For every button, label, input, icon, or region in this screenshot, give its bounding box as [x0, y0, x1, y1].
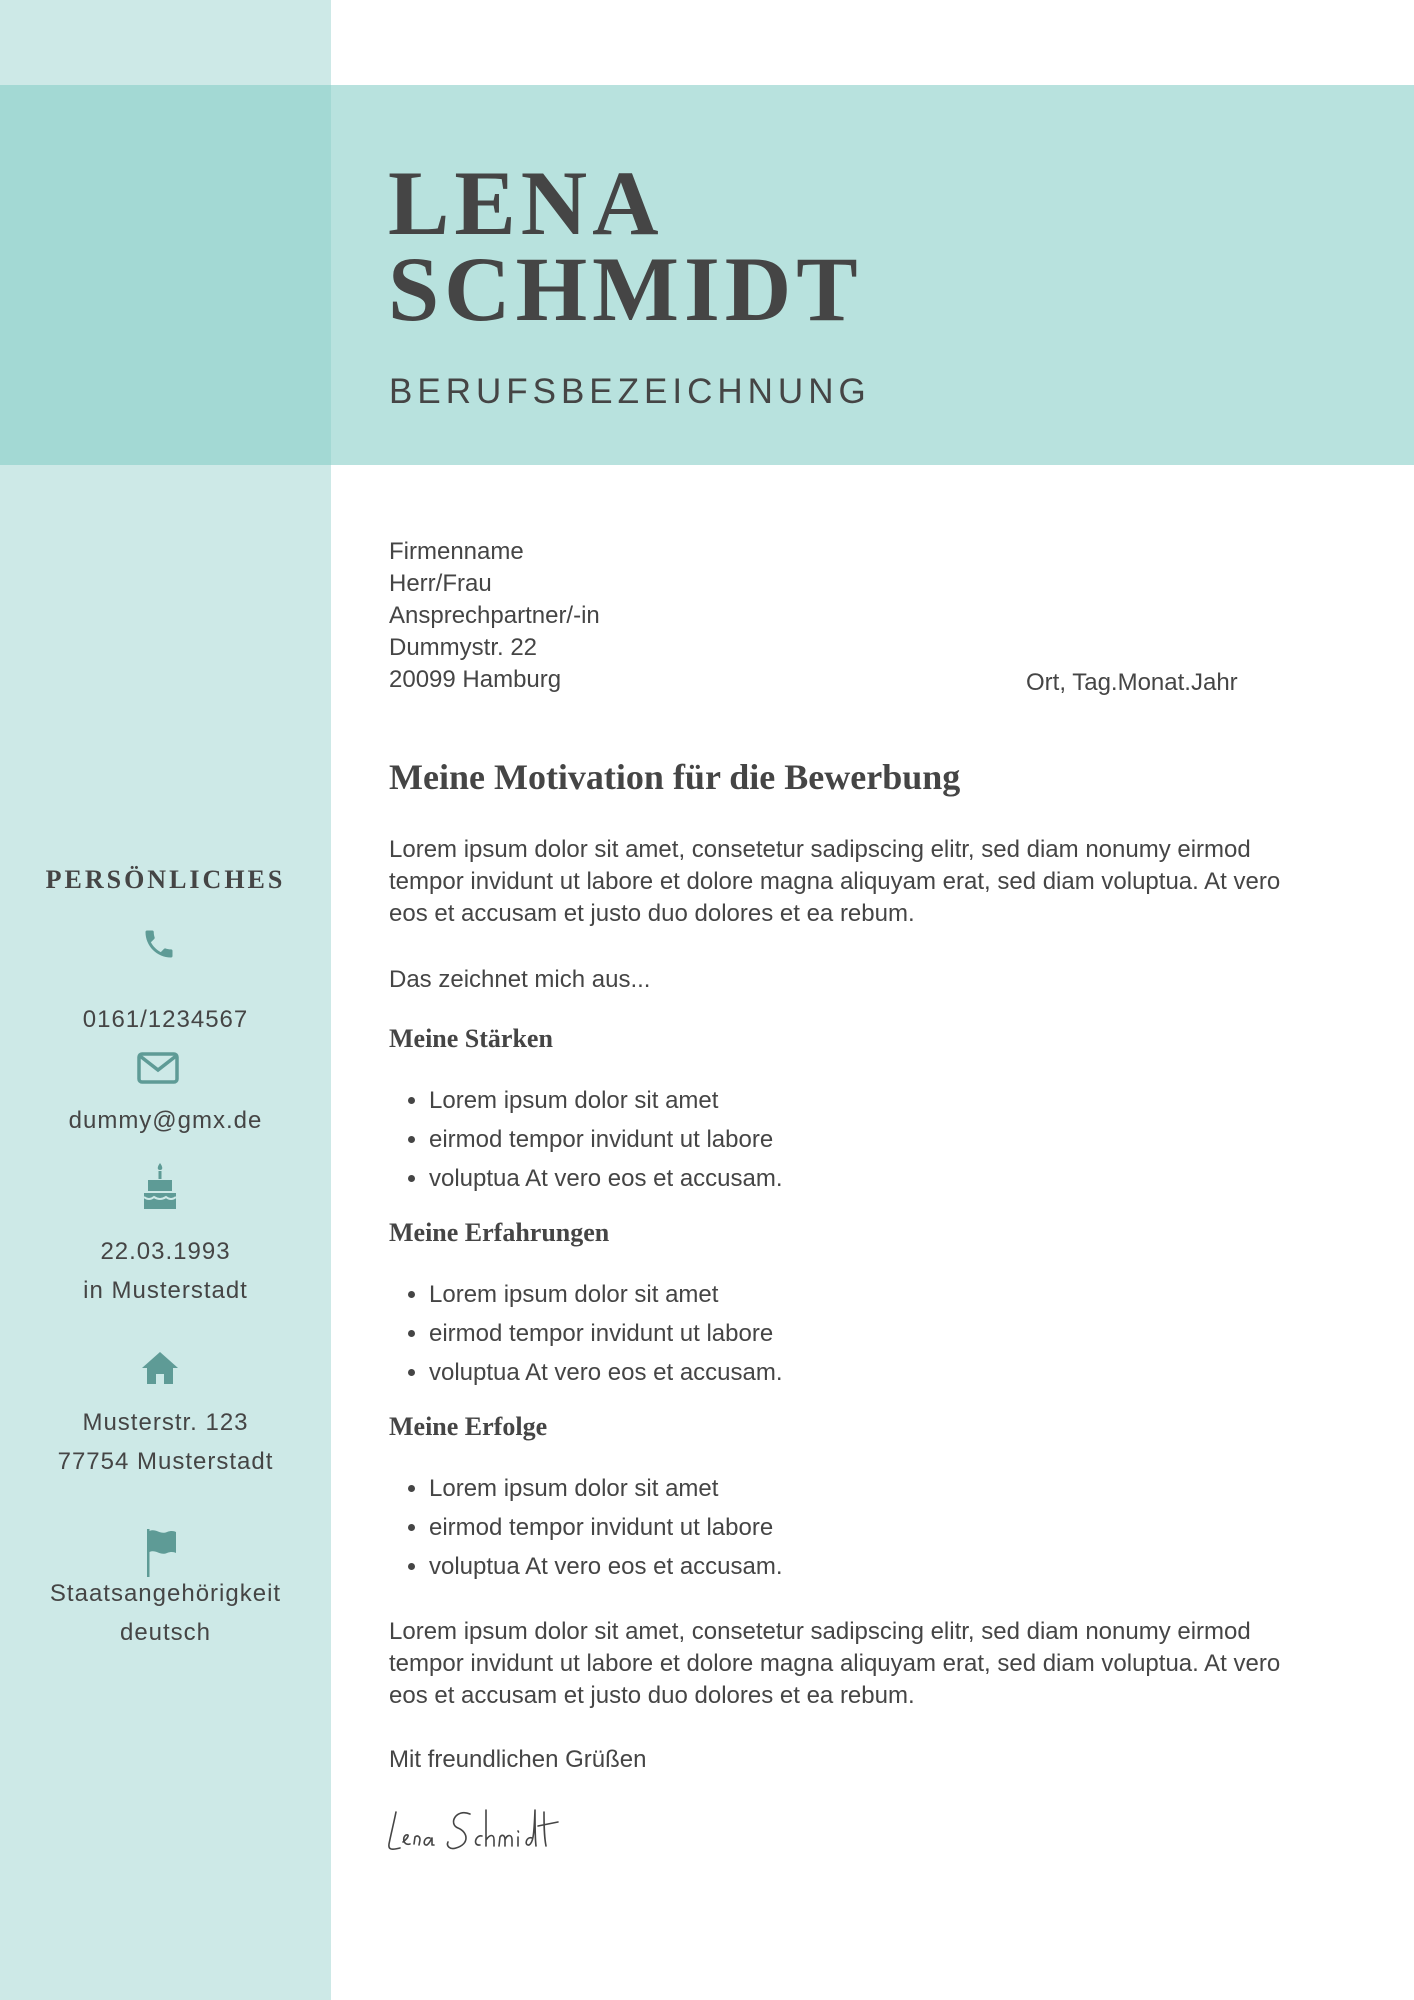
recipient-salutation: Herr/Frau [389, 570, 492, 597]
last-name: SCHMIDT [388, 238, 863, 340]
job-title: BERUFSBEZEICHNUNG [389, 372, 871, 411]
phone-icon [141, 926, 177, 962]
section-title-erfahrungen: Meine Erfahrungen [389, 1218, 610, 1247]
list-erfolge [389, 1469, 783, 1586]
sidebar-top-strip [0, 0, 331, 85]
applicant-name [388, 152, 863, 340]
section-title-erfolge: Meine Erfolge [389, 1412, 548, 1441]
recipient-city: 20099 Hamburg [389, 666, 562, 693]
signature [386, 1800, 586, 1860]
phone-number: 0161/1234567 [82, 1006, 249, 1033]
header-left-block [0, 85, 331, 465]
cake-icon [140, 1163, 180, 1209]
list-item: • voluptua At vero eos et accusam. [429, 1353, 783, 1392]
intro-paragraph: Lorem ipsum dolor sit amet, consetetur sadipscing elitr, sed diam nonumy eirmod tempor invidunt ut labore et dolore magna aliquyam erat, sed diam voluptua. At vero eos et accusam et justo duo dolores et ea rebum. [389, 836, 1281, 927]
intro-subline: Das zeichnet mich aus... [389, 966, 651, 993]
date-line: Ort, Tag.Monat.Jahr [1026, 669, 1238, 696]
mail-icon [137, 1052, 179, 1084]
outro-paragraph: Lorem ipsum dolor sit amet, consetetur sadipscing elitr, sed diam nonumy eirmod tempor invidunt ut labore et dolore magna aliquyam erat, sed diam voluptua. At vero eos et accusam et justo duo dolores et ea rebum. [389, 1618, 1281, 1709]
recipient-address [389, 536, 600, 696]
letter-heading: Meine Motivation für die Bewerbung [389, 757, 961, 797]
list-item: • Lorem ipsum dolor sit amet [429, 1081, 783, 1120]
list-item: • eirmod tempor invidunt ut labore [429, 1120, 783, 1159]
recipient-company: Firmenname [389, 538, 524, 565]
recipient-contact: Ansprechpartner/-in [389, 602, 600, 629]
first-name: LENA [388, 152, 664, 254]
closing-line: Mit freundlichen Grüßen [389, 1746, 647, 1773]
recipient-street: Dummystr. 22 [389, 634, 538, 661]
list-item: • voluptua At vero eos et accusam. [429, 1547, 783, 1586]
email-address: dummy@gmx.de [68, 1107, 263, 1134]
list-item: • Lorem ipsum dolor sit amet [429, 1469, 783, 1508]
list-staerken [389, 1081, 783, 1198]
sidebar-heading: PERSÖNLICHES [45, 865, 286, 894]
home-street: Musterstr. 123 [82, 1409, 249, 1436]
list-item: • eirmod tempor invidunt ut labore [429, 1314, 783, 1353]
flag-icon [144, 1529, 180, 1577]
signature-scribble [386, 1800, 586, 1860]
list-item: • voluptua At vero eos et accusam. [429, 1159, 783, 1198]
list-erfahrungen [389, 1275, 783, 1392]
home-city: 77754 Musterstadt [57, 1448, 274, 1475]
nationality-value: deutsch [119, 1619, 212, 1646]
birth-date: 22.03.1993 [100, 1238, 231, 1265]
home-icon [140, 1350, 180, 1386]
list-item: • eirmod tempor invidunt ut labore [429, 1508, 783, 1547]
birth-place: in Musterstadt [83, 1277, 248, 1304]
list-item: • Lorem ipsum dolor sit amet [429, 1275, 783, 1314]
section-title-staerken: Meine Stärken [389, 1024, 553, 1053]
nationality-label: Staatsangehörigkeit [49, 1580, 282, 1607]
